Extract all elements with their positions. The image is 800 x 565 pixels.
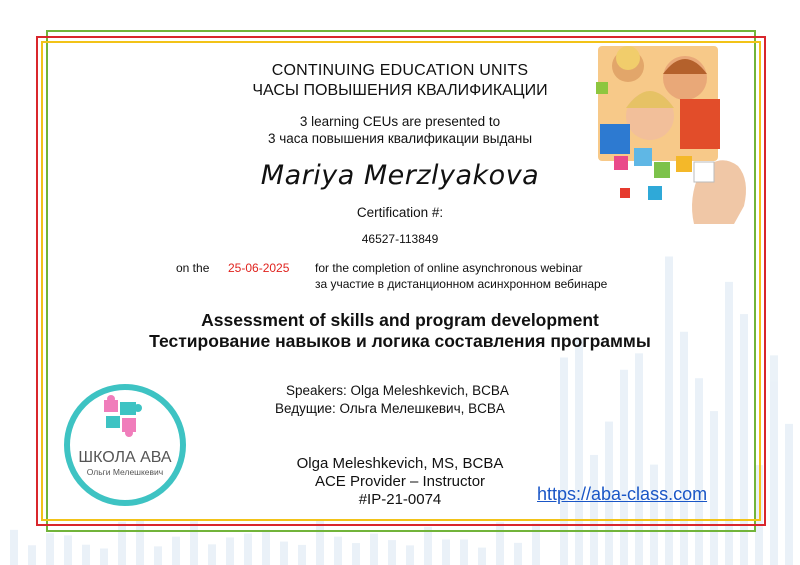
presented-line-russian: 3 часа повышения квалификации выданы bbox=[267, 131, 533, 146]
course-title-russian: Тестирование навыков и логика составления программы bbox=[149, 331, 651, 351]
instructor-id: #IP-21-0074 bbox=[358, 491, 442, 508]
logo-school-name: ШКОЛА АВА bbox=[78, 449, 172, 466]
completion-date: 25-06-2025 bbox=[228, 261, 290, 275]
puzzle-piece-icon bbox=[106, 416, 120, 428]
certification-label: Certification #: bbox=[356, 205, 444, 220]
completion-text-english: for the completion of online asynchronous webinar bbox=[315, 261, 583, 275]
certification-number: 46527-113849 bbox=[361, 232, 439, 246]
title-english: CONTINUING EDUCATION UNITS bbox=[271, 62, 529, 79]
completion-text-russian: за участие в дистанционном асинхронном вебинаре bbox=[315, 277, 608, 291]
school-logo bbox=[62, 382, 188, 508]
logo-owner-name: Ольги Мелешкевич bbox=[86, 467, 164, 477]
speakers-russian: Ведущие: Ольга Мелешкевич, BCBA bbox=[275, 401, 505, 416]
puzzle-piece-icon bbox=[120, 402, 136, 415]
website-link[interactable]: https://aba-class.com bbox=[537, 484, 708, 504]
instructor-name: Olga Meleshkevich, MS, BCBA bbox=[296, 455, 504, 472]
title-russian: ЧАСЫ ПОВЫШЕНИЯ КВАЛИФИКАЦИИ bbox=[252, 82, 548, 99]
recipient-name: Mariya Merzlyakova bbox=[260, 160, 540, 191]
presented-line-english: 3 learning CEUs are presented to bbox=[299, 114, 501, 129]
course-title-english: Assessment of skills and program development bbox=[201, 310, 599, 330]
instructor-role: ACE Provider – Instructor bbox=[314, 473, 486, 490]
completion-prefix: on the bbox=[176, 261, 210, 275]
speakers-english: Speakers: Olga Meleshkevich, BCBA bbox=[286, 383, 509, 398]
